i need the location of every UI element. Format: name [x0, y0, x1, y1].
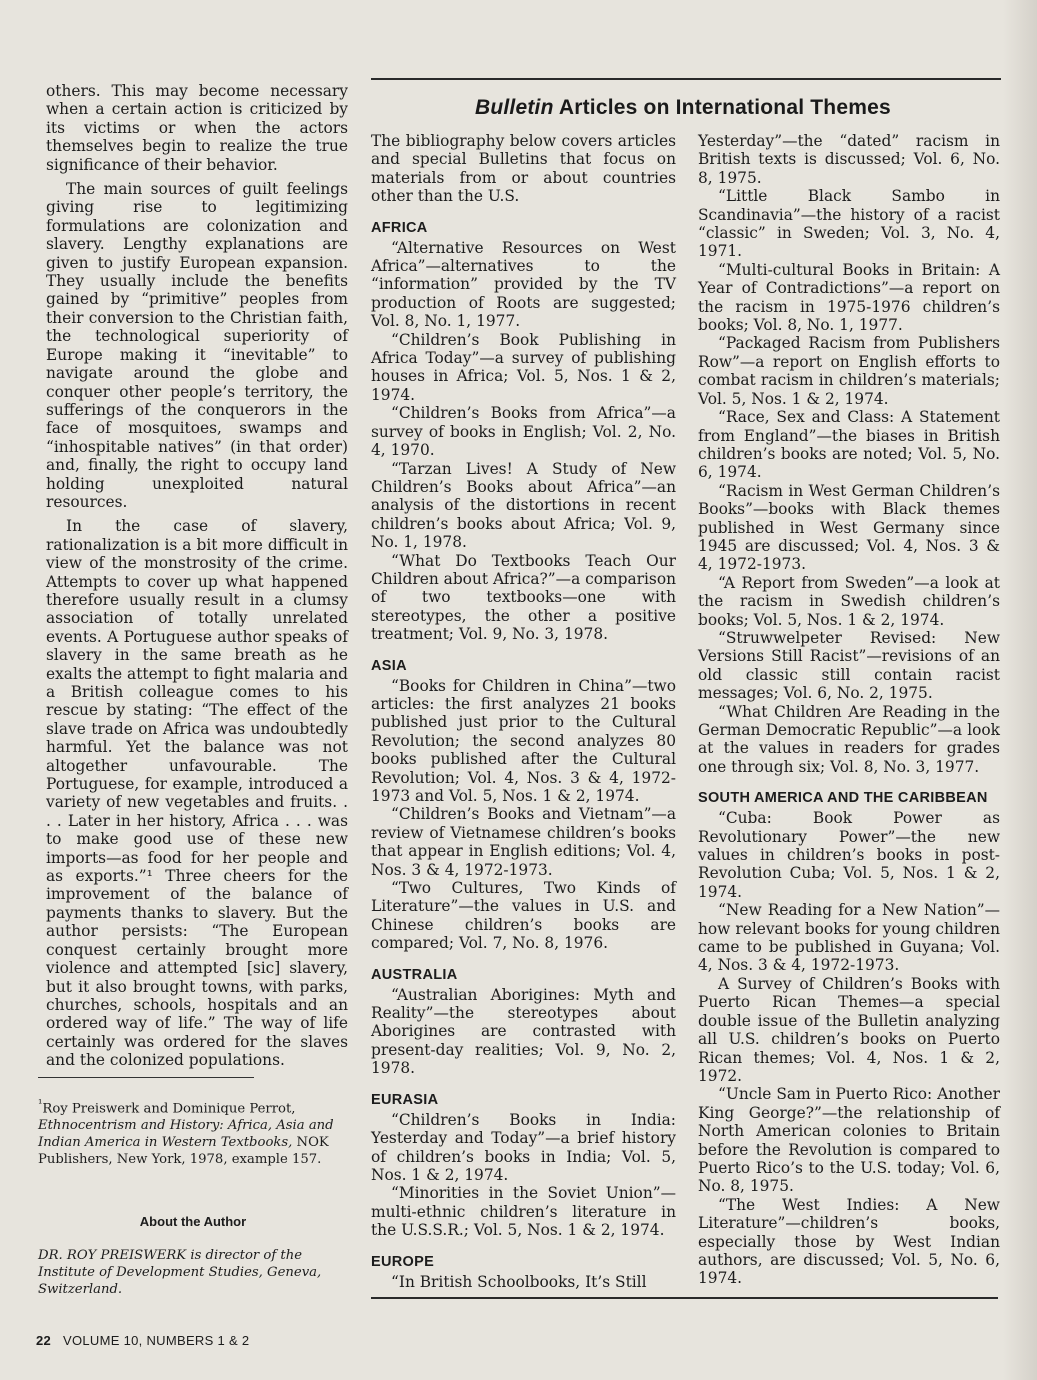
- bibliography-entry: “Struwwelpeter Revised: New Versions Still Racist”—revisions of an old classic still contain racist messages; Vol. 6, No. 2, 1975.: [698, 628, 1000, 703]
- page-title-rest: Articles on International Themes: [558, 96, 891, 119]
- bibliography-entry: “What Children Are Reading in the German Democratic Republic”—a look at the values in readers for grades one through six; Vol. 8, No. 3, 1977.: [698, 702, 1000, 776]
- bibliography-entry: “Two Cultures, Two Kinds of Literature”—the values in U.S. and Chinese children’s books are compared; Vol. 7, No. 8, 1976.: [371, 879, 676, 953]
- bibliography-entry: “Alternative Resources on West Africa”—alternatives to the “information” provided by the TV production of Roots are suggested; Vol. 8, No. 1, 1977.: [371, 238, 676, 331]
- bibliography-column-1: [371, 132, 676, 1291]
- bibliography-entry: “Multi-cultural Books in Britain: A Year of Contradictions”—a report on the racism in 1975-1976 children’s books; Vol. 8, No. 1, 1977.: [698, 260, 1000, 335]
- bibliography-entry: “Australian Aborigines: Myth and Reality”—the stereotypes about Aborigines are contrasted with present-day realities; Vol. 9, No. 2, 1978.: [371, 985, 676, 1078]
- bibliography-entry: “In British Schoolbooks, It’s Still: [391, 1272, 647, 1291]
- bibliography-entry: “Children’s Books from Africa”—a survey of books in English; Vol. 2, No. 4, 1970.: [371, 404, 676, 460]
- article-continuation-column: [46, 82, 348, 1076]
- bibliography-entry: “Children’s Books and Vietnam”—a review of Vietnamese children’s books that appear in English editions; Vol. 4, Nos. 3 & 4, 1972-1973.: [371, 805, 676, 879]
- bibliography-entry: “Racism in West German Children’s Books”—books with Black themes published in West Germany since 1945 are discussed; Vol. 4, Nos. 3 & 4, 1972-1973.: [698, 481, 1000, 574]
- page-edge-shadow: [1003, 0, 1037, 1380]
- article-paragraph: In the case of slavery, rationalization is a bit more difficult in view of the monstrosity of the crime. Attempts to cover up what happened therefore usually result in a clumsy association of totally unrelated events. A Portuguese author speaks of slavery in the same breath as he exalts the attempt to fight malaria and a British colleague comes to his rescue by stating: “The effect of the slave trade on Africa was undoubtedly harmful. Yet the balance was not altogether unfavourable. The Portuguese, for example, introduced a variety of new vegetables and fruits. . . . Later in her history, Africa . . . was to make good use of these new imports—as food for her people and as exports.”¹ Three cheers for the improvement of the balance of payments thanks to slavery. But the author persists: “The European conquest certainly brought more violence and attempted [sic] slavery, but it also brought towns, with parks, churches, schools, hospitals and an ordered way of life.” The way of life certainly was ordered for the slaves and the colonized populations.: [46, 517, 348, 1070]
- footnote: [38, 1095, 348, 1168]
- bibliography-entry: “Children’s Books in India: Yesterday and Today”—a brief history of children’s books in India; Vol. 5, Nos. 1 & 2, 1974.: [371, 1110, 676, 1184]
- bibliography-intro: The bibliography below covers articles and special Bulletins that focus on materials from or about countries other than the U.S.: [371, 132, 676, 206]
- article-paragraph: others. This may become necessary when a certain action is criticized by its victims or when the actors themselves begin to realize the true significance of their behavior.: [46, 82, 348, 174]
- page-title-italic: Bulletin: [475, 96, 554, 119]
- about-author-text: DR. ROY PREISWERK is director of the Institute of Development Studies, Geneva, Switzerland.: [38, 1248, 322, 1297]
- about-author-heading: About the Author: [139, 1214, 247, 1229]
- bibliography-entry: “Little Black Sambo in Scandinavia”—the history of a racist “classic” in Sweden; Vol. 3, No. 4, 1971.: [698, 187, 1000, 261]
- issue-label: VOLUME 10, NUMBERS 1 & 2: [62, 1333, 250, 1348]
- page-number: 22: [36, 1333, 52, 1348]
- section-heading: EUROPE: [371, 1253, 435, 1270]
- bibliography-entry: “Tarzan Lives! A Study of New Children’s Books about Africa”—an analysis of the distortions in recent children’s books about Africa; Vol. 9, No. 1, 1978.: [371, 459, 676, 552]
- section-heading: AUSTRALIA: [371, 966, 458, 983]
- footnote-marker: ¹: [38, 1097, 43, 1110]
- bibliography-entry: “Cuba: Book Power as Revolutionary Power”—the new values in children’s books in post-Revolution Cuba; Vol. 5, Nos. 1 & 2, 1974.: [698, 809, 1000, 901]
- bibliography-entry: “What Do Textbooks Teach Our Children about Africa?”—a comparison of two textbooks—one with stereotypes, the other a positive treatment; Vol. 9, No. 3, 1978.: [371, 551, 676, 644]
- footnote-authors: Roy Preiswerk and Dominique Perrot,: [42, 1101, 296, 1117]
- section-heading: EURASIA: [371, 1091, 439, 1108]
- top-rule: [371, 78, 1001, 80]
- bibliography-entry: “Uncle Sam in Puerto Rico: Another King George?”—the relationship of North American colonies to Britain before the Revolution is compared to Puerto Rico’s to the U.S. today; Vol. 6, No. 8, 1975.: [698, 1085, 1000, 1196]
- bibliography-column-2: [698, 132, 1000, 1288]
- article-paragraph: The main sources of guilt feelings giving rise to legitimizing formulations are colonization and slavery. Lengthy explanations are given to justify European expansion. They usually include the benefits gained by “primitive” peoples from their conversion to the Christian faith, the technological superiority of Europe making it “inevitable” to navigate around the globe and conquer other people’s territory, the sufferings of the conquerors in the face of mosquitoes, swamps and “inhospitable natives” (in that order) and, finally, the right to occupy land holding unexploited natural resources.: [46, 180, 348, 511]
- bibliography-entry: “The West Indies: A New Literature”—children’s books, especially those by West Indian authors, are discussed; Vol. 5, No. 6, 1974.: [698, 1195, 1000, 1288]
- footnote-book-title: Ethnocentrism and History: Africa, Asia and Indian America in Western Textbooks,: [38, 1118, 334, 1151]
- page-footer: [36, 1333, 249, 1348]
- section-heading: AFRICA: [371, 219, 428, 236]
- bibliography-entry: “Minorities in the Soviet Union”—multi-ethnic children’s literature in the U.S.S.R.; Vol. 5, Nos. 1 & 2, 1974.: [371, 1184, 676, 1240]
- bibliography-entry: “Books for Children in China”—two articles: the first analyzes 21 books published just prior to the Cultural Revolution; the second analyzes 80 books published after the Cultural Revolution; Vol. 4, Nos. 3 & 4, 1972-1973 and Vol. 5, Nos. 1 & 2, 1974.: [371, 676, 676, 805]
- bibliography-entry: “Race, Sex and Class: A Statement from England”—the biases in British children’s books are noted; Vol. 5, No. 6, 1974.: [698, 408, 1000, 482]
- footnote-divider: [38, 1077, 254, 1078]
- section-heading: SOUTH AMERICA AND THE CARIBBEAN: [698, 790, 988, 807]
- page-title: [475, 96, 891, 120]
- footnote-publisher: NOK Publishers, New York, 1978, example 157.: [38, 1135, 329, 1168]
- bibliography-entry: “A Report from Sweden”—a look at the racism in Swedish children’s books; Vol. 5, Nos. 1 & 2, 1974.: [698, 573, 1000, 629]
- bibliography-entry: “Packaged Racism from Publishers Row”—a report on English efforts to combat racism in children’s materials; Vol. 5, Nos. 1 & 2, 1974.: [698, 334, 1000, 408]
- bibliography-entry: “New Reading for a New Nation”—how relevant books for young children came to be published in Guyana; Vol. 4, Nos. 3 & 4, 1972-1973.: [698, 901, 1000, 975]
- section-heading: ASIA: [371, 657, 407, 674]
- bibliography-entry: “Children’s Book Publishing in Africa Today”—a survey of publishing houses in Africa; Vol. 5, Nos. 1 & 2, 1974.: [371, 330, 676, 404]
- bibliography-entry: A Survey of Children’s Books with Puerto Rican Themes—a special double issue of the Bulletin analyzing all U.S. children’s books on Puerto Rican themes; Vol. 4, Nos. 1 & 2, 1972.: [698, 974, 1000, 1085]
- bottom-rule: [371, 1297, 998, 1299]
- bibliography-entry: Yesterday”—the “dated” racism in British texts is discussed; Vol. 6, No. 8, 1975.: [698, 132, 1000, 187]
